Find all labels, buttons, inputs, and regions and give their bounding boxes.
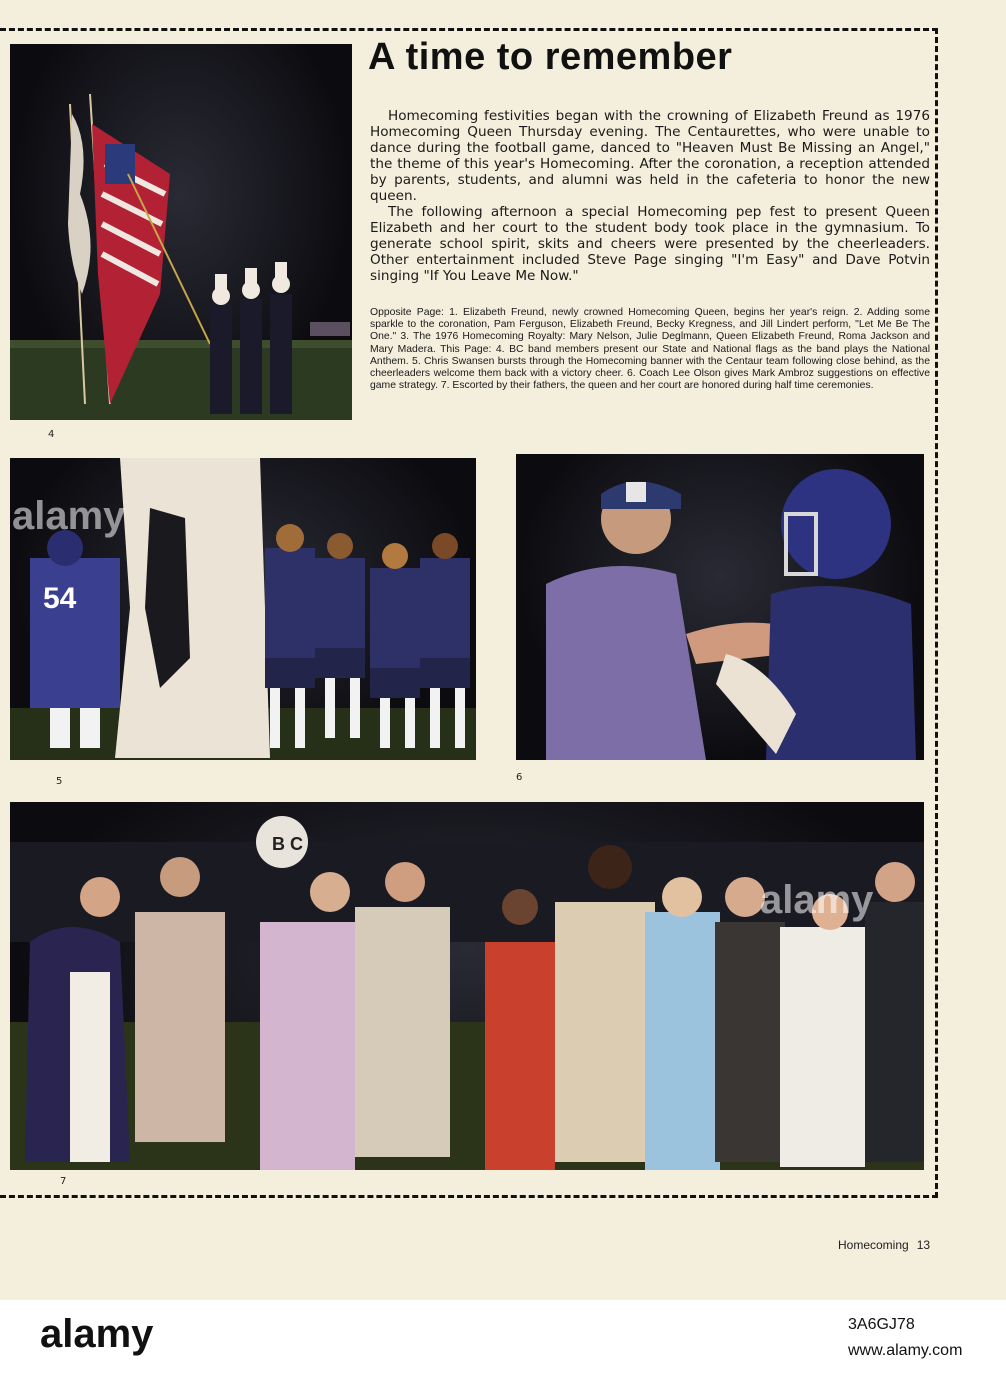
image-id: 3A6GJ78	[848, 1316, 915, 1333]
stock-url: www.alamy.com	[848, 1342, 963, 1359]
photo-7-number: 7	[60, 1176, 67, 1187]
photo-6-number: 6	[516, 772, 523, 783]
article-body	[370, 108, 930, 284]
jersey-number: 54	[43, 582, 77, 615]
stock-logo: alamy	[40, 1312, 154, 1356]
sign-letters: B C	[272, 834, 303, 854]
article-paragraph-2: The following afternoon a special Homecoming pep fest to present Queen Elizabeth and her court to the student body took place in the gymnasium. To generate school spirit, skits and cheers were presented by the cheerleaders. Other entertainment included Steve Page singing "I'm Easy" and Dave Potvin singing "If You Leave Me Now."	[370, 204, 930, 284]
watermark-right: alamy	[760, 878, 874, 922]
photo-5-number: 5	[56, 776, 63, 787]
folio-section: Homecoming	[838, 1238, 909, 1252]
folio-page-number: 13	[916, 1238, 931, 1252]
photo-flag-bearers	[10, 44, 352, 420]
watermark-left: alamy	[12, 494, 126, 538]
photo-queen-court	[10, 802, 924, 1170]
flag-bearers-illustration	[10, 44, 352, 420]
photo-captions: Opposite Page: 1. Elizabeth Freund, newly crowned Homecoming Queen, begins her year's reign. 2. Adding some sparkle to the coronation, Pam Ferguson, Elizabeth Freund, Becky Kregness, and Jill Lindert perform, "Let Me Be The One." 3. The 1976 Homecoming Royalty: Mary Nelson, Julie Deglmann, Queen Elizabeth Freund, Roma Jackson and Mary Madera. This Page: 4. BC band members present our State and National flags as the band plays the National Anthem. 5. Chris Swansen bursts through the Homecoming banner with the Centaur team following close behind, as the cheerleaders welcome them back with a victory cheer. 6. Coach Lee Olson gives Mark Ambroz suggestions on effective game strategy. 7. Escorted by their fathers, the queen and her court are honored during half time ceremonies.	[370, 307, 930, 392]
photo-4-number: 4	[48, 429, 55, 440]
photo-coach-player	[516, 454, 924, 760]
article-paragraph-1: Homecoming festivities began with the crowning of Elizabeth Freund as 1976 Homecoming Queen Thursday evening. The Centaurettes, who were unable to dance during the football game, danced to "Heaven Must Be Missing an Angel," the theme of this year's Homecoming. After the coronation, a reception attended by parents, students, and alumni was held in the cafeteria to honor the new queen.	[370, 108, 930, 204]
queen-court-illustration	[10, 802, 924, 1170]
page-folio	[838, 1238, 930, 1252]
coach-player-illustration	[516, 454, 924, 760]
page-title: A time to remember	[368, 36, 733, 78]
